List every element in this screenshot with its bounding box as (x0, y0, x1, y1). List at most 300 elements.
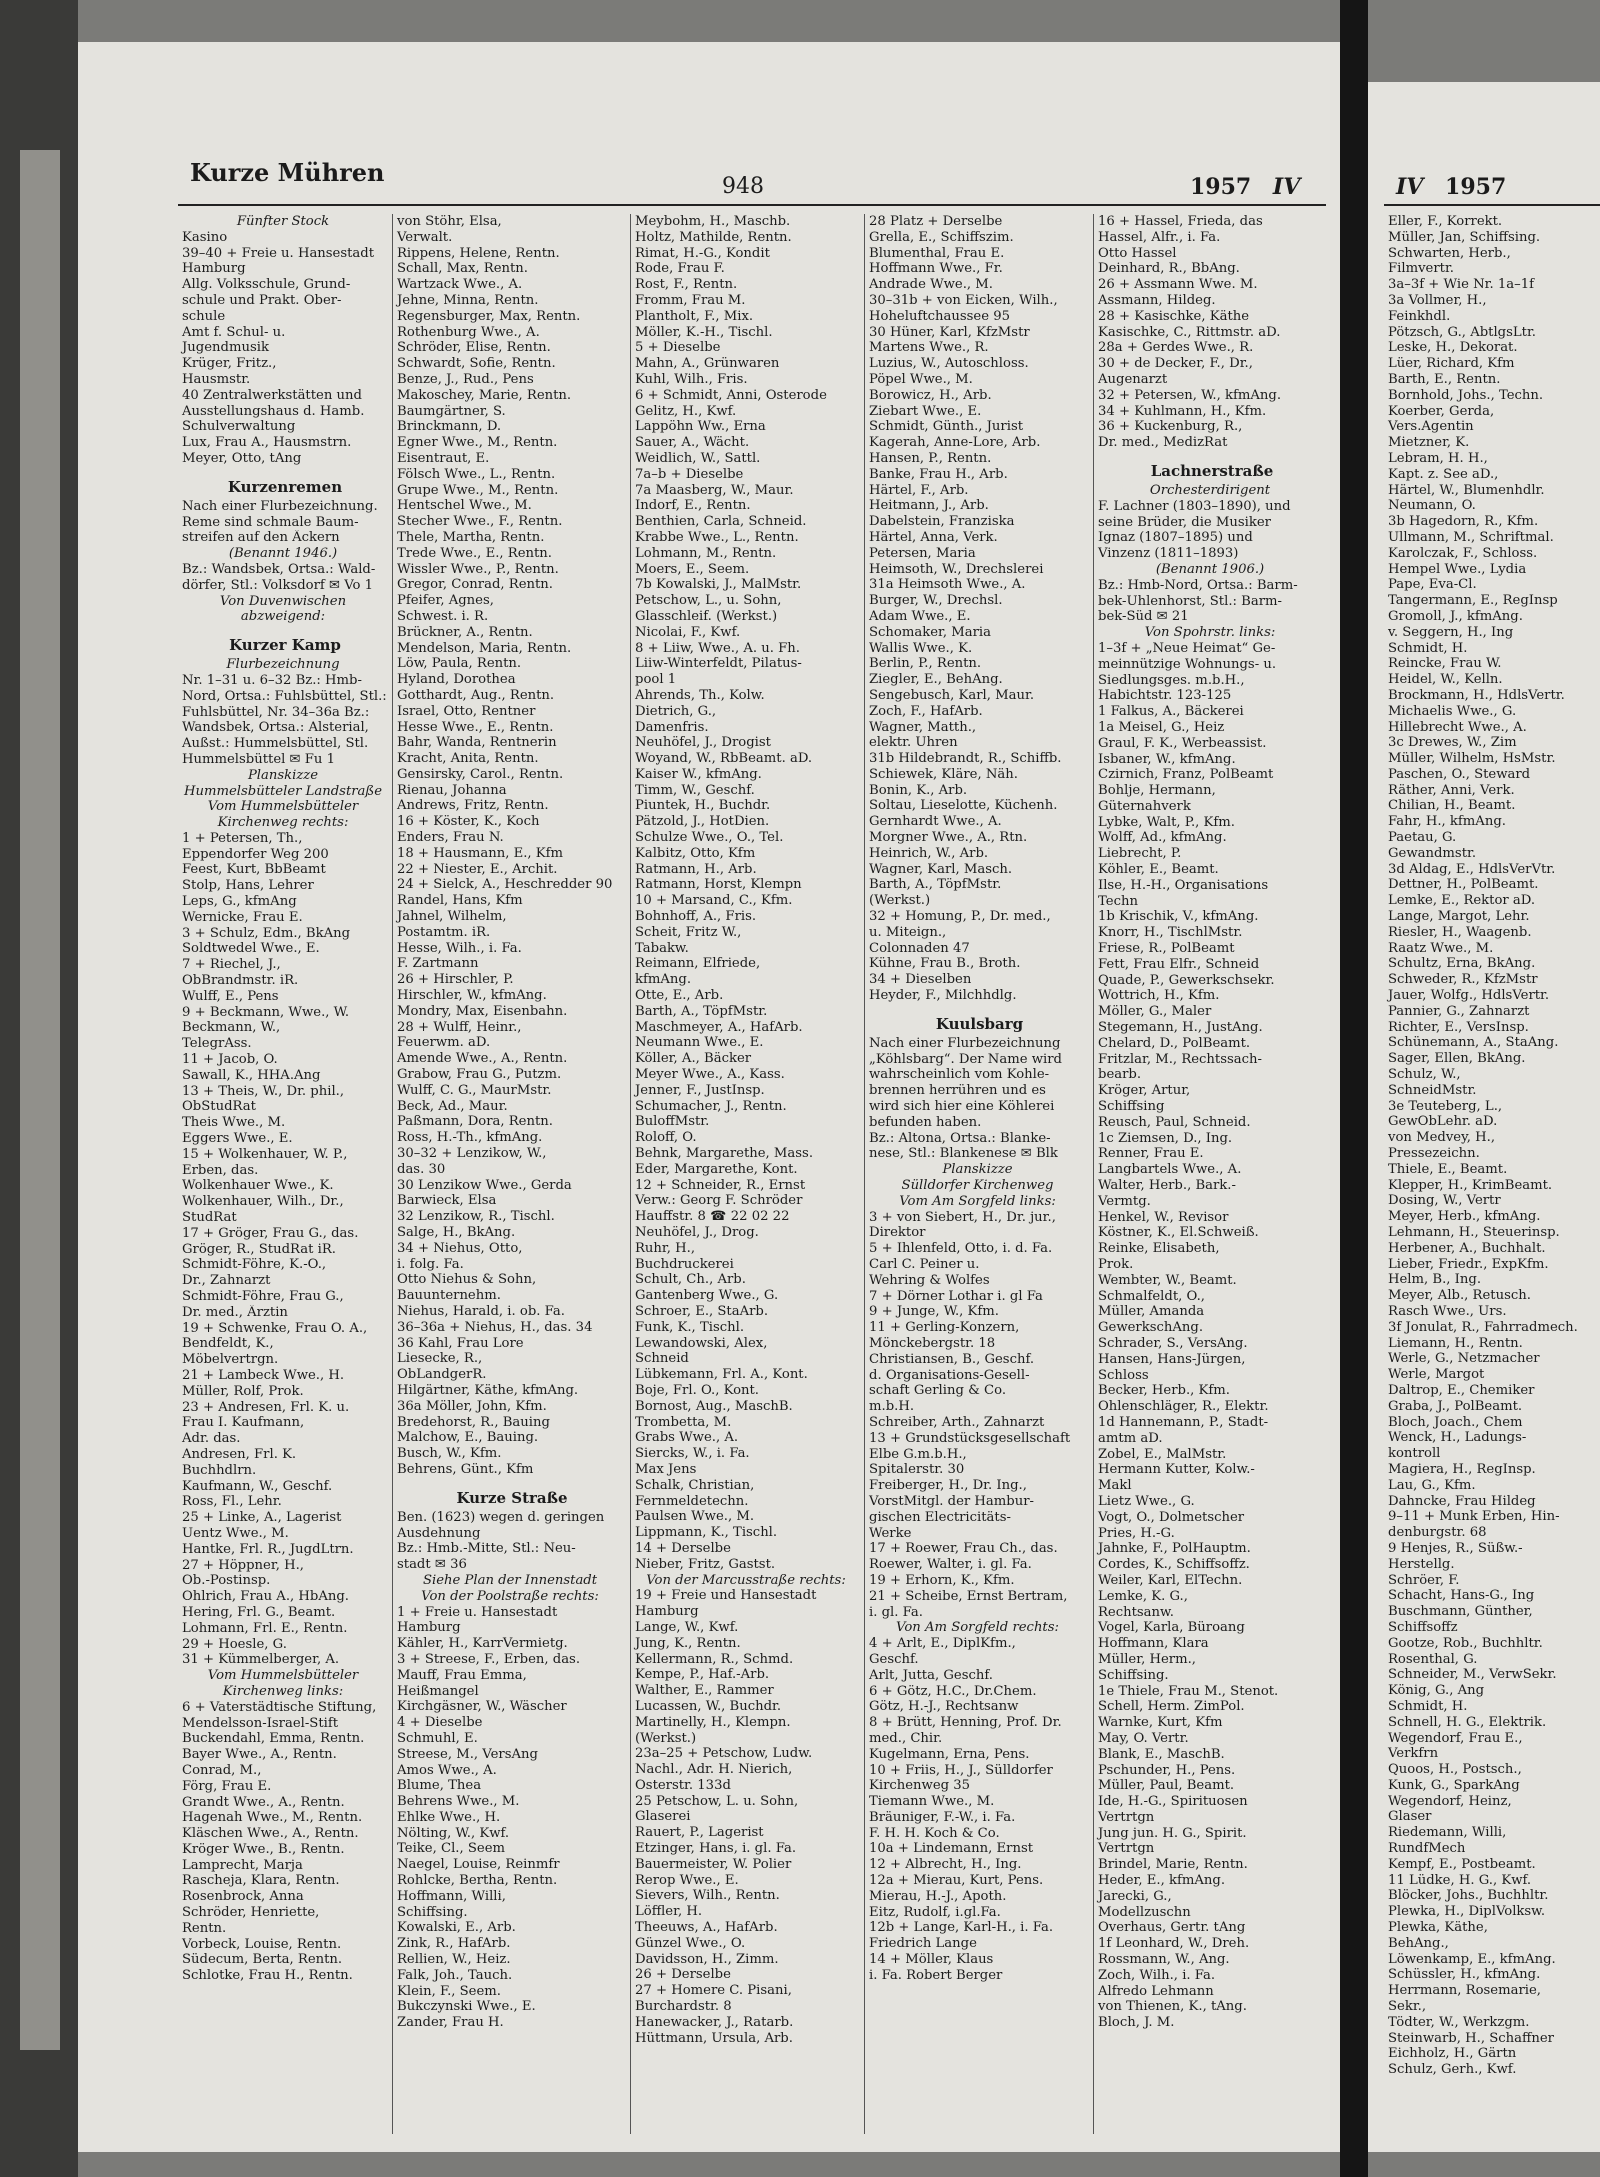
directory-line: Orchesterdirigent (1149, 482, 1271, 498)
directory-line: Müller, Jan, Schiffsing. (1388, 229, 1541, 245)
directory-line: 3 + Schulz, Edm., BkAng (182, 925, 351, 941)
directory-line: Fünfter Stock (236, 214, 330, 229)
directory-line: Löw, Paula, Rentn. (397, 656, 522, 672)
directory-line: 10 + Friis, H., J., Sülldorfer (869, 1762, 1053, 1778)
directory-line: Schulz, W., (1388, 1067, 1461, 1083)
directory-line: Schomaker, Maria (869, 624, 992, 640)
directory-line: Nach einer Flurbezeichnung. (182, 498, 378, 514)
directory-line: bearb. (1098, 1067, 1142, 1083)
facing-header-rule (1384, 204, 1600, 206)
directory-line: Neumann Wwe., E. (635, 1035, 764, 1051)
directory-line: Herrmann, Rosemarie, (1388, 1983, 1541, 1999)
directory-line: Ob.-Postinsp. (182, 1573, 271, 1589)
directory-line: Kaufmann, W., Geschf. (182, 1478, 333, 1494)
directory-line: Kunk, G., SparkAng (1388, 1777, 1520, 1793)
directory-line: Vom Am Sorgfeld links: (899, 1193, 1056, 1209)
directory-line: Kagerah, Anne-Lore, Arb. (869, 435, 1041, 451)
directory-line: Filmvertr. (1388, 261, 1454, 277)
directory-line: Carl C. Peiner u. (869, 1257, 980, 1272)
directory-line: Lemke, E., Rektor aD. (1388, 893, 1536, 909)
directory-line: 21 + Scheibe, Ernst Bertram, (869, 1588, 1068, 1604)
directory-line: Günzel Wwe., O. (635, 1935, 746, 1951)
directory-line: Heinrich, W., Arb. (869, 845, 989, 861)
directory-line: Paßmann, Dora, Rentn. (397, 1114, 553, 1130)
directory-line: Stegemann, H., JustAng. (1098, 1020, 1263, 1036)
directory-line: Bohnhoff, A., Fris. (635, 909, 757, 925)
directory-line: Neumann, O. (1388, 498, 1476, 514)
directory-line: 9–11 + Munk Erben, Hin- (1388, 1509, 1560, 1525)
directory-line: Habichtstr. 123-125 (1098, 688, 1232, 704)
directory-line: Hillebrecht Wwe., A. (1388, 719, 1527, 735)
directory-line: Wegendorf, Heinz, (1388, 1793, 1512, 1809)
directory-line: Werle, Margot (1388, 1367, 1485, 1383)
directory-line: Woyand, W., RbBeamt. aD. (635, 751, 813, 767)
directory-line: 24 + Sielck, A., Heschredder 90 (397, 877, 613, 893)
directory-line: 18 + Hausmann, E., Kfm (397, 845, 564, 861)
column-3 (630, 214, 861, 2134)
directory-line: Behrens Wwe., M. (397, 1794, 520, 1810)
facing-page-header (1396, 174, 1506, 200)
street-heading: Kurzenremen (227, 477, 343, 496)
directory-line: 1c Ziemsen, D., Ing. (1098, 1130, 1233, 1146)
directory-line: Buchdruckerei (635, 1256, 734, 1272)
directory-line: Isbaner, W., kfmAng. (1098, 751, 1236, 767)
directory-line: Thele, Martha, Rentn. (397, 529, 545, 545)
directory-line: schule und Prakt. Ober- (182, 292, 342, 308)
directory-line: Dabelstein, Franziska (869, 514, 1015, 530)
directory-line: Friese, R., PolBeamt (1098, 941, 1235, 957)
directory-line: „Köhlsbarg“. Der Name wird (869, 1051, 1062, 1067)
directory-line: Neuhöfel, J., Drog. (635, 1225, 759, 1240)
directory-line: Pressezeichn. (1388, 1146, 1480, 1162)
directory-line: Von Spohrstr. links: (1144, 625, 1276, 641)
directory-line: Fahr, H., kfmAng. (1388, 814, 1506, 830)
directory-line: 12 + Schneider, R., Ernst (635, 1177, 806, 1193)
directory-line: Kaiser W., kfmAng. (635, 766, 762, 782)
directory-line: Rienau, Johanna (397, 782, 507, 798)
directory-line: Rellien, W., Heiz. (397, 1952, 511, 1968)
directory-line: Wagner, Karl, Masch. (869, 861, 1013, 877)
directory-line: Schlotke, Frau H., Rentn. (182, 1968, 353, 1984)
directory-line: Sawall, K., HHA.Ang (182, 1067, 321, 1083)
directory-line: Dahncke, Frau Hildeg (1388, 1493, 1536, 1509)
directory-line: Lüer, Richard, Kfm (1388, 356, 1515, 372)
directory-line: Rost, F., Rentn. (635, 277, 738, 293)
directory-line: Köhler, E., Beamt. (1098, 862, 1219, 878)
directory-line: 19 + Erhorn, K., Kfm. (869, 1572, 1015, 1588)
directory-line: Eichholz, H., Gärtn (1388, 2046, 1517, 2062)
directory-line: Planskizze (247, 767, 319, 783)
directory-line: Bendfeldt, K., (182, 1336, 274, 1352)
directory-line: 32 + Homung, P., Dr. med., (869, 909, 1051, 925)
directory-line: Rothenburg Wwe., A. (397, 324, 540, 340)
directory-line: Eitz, Rudolf, i.gl.Fa. (869, 1904, 1001, 1920)
directory-line: Hamburg (635, 1604, 699, 1620)
directory-line: 36a Möller, John, Kfm. (397, 1398, 547, 1414)
directory-line: Vertrtgn (1098, 1841, 1155, 1857)
directory-line: Wallis Wwe., K. (869, 640, 973, 656)
directory-line: 28 + Wulff, Heinr., (397, 1019, 522, 1035)
directory-line: Liesecke, R., (397, 1351, 483, 1367)
directory-line: RundfMech (1388, 1841, 1466, 1857)
directory-line: StudRat (182, 1210, 237, 1226)
directory-line: Henkel, W., Revisor (1098, 1209, 1229, 1225)
directory-line: Plantholt, F., Mix. (635, 308, 754, 324)
directory-line: Uentz Wwe., M. (182, 1525, 289, 1541)
directory-line: Eller, F., Korrekt. (1388, 214, 1503, 229)
directory-line: Blank, E., MaschB. (1098, 1746, 1225, 1762)
page-year: 1957 (1190, 174, 1252, 200)
directory-line: Reme sind schmale Baum- (182, 514, 359, 530)
directory-line: 25 Petschow, L. u. Sohn, (635, 1793, 799, 1809)
directory-line: 30 Hüner, Karl, KfzMstr (869, 324, 1030, 340)
directory-line: Plewka, H., DiplVolksw. (1388, 1904, 1546, 1920)
directory-line: Kugelmann, Erna, Pens. (869, 1746, 1030, 1762)
directory-line: Schnell, H. G., Elektrik. (1388, 1714, 1547, 1730)
directory-line: Hoffmann Wwe., Fr. (869, 261, 1003, 277)
directory-line: das. 30 (397, 1161, 446, 1177)
directory-line: Benze, J., Rud., Pens (397, 371, 534, 387)
directory-line: Müller, Amanda (1098, 1304, 1205, 1320)
directory-line: Grabow, Frau G., Putzm. (397, 1067, 562, 1083)
directory-line: 19 + Schwenke, Frau O. A., (182, 1320, 368, 1336)
directory-line: Lewandowski, Alex, (635, 1335, 768, 1351)
directory-line: Hauffstr. 8 ☎ 22 02 22 (635, 1209, 790, 1225)
directory-line: schaft Gerling & Co. (869, 1383, 1007, 1399)
directory-line: Lucassen, W., Buchdr. (635, 1698, 782, 1714)
directory-line: Fuhlsbüttel, Nr. 34–36a Bz.: (182, 704, 370, 720)
directory-line: Pries, H.-G. (1098, 1525, 1175, 1541)
directory-line: Flurbezeichnung (226, 657, 340, 673)
directory-line: Bz.: Altona, Ortsa.: Blanke- (869, 1130, 1051, 1146)
directory-line: Schloss (1098, 1367, 1149, 1383)
directory-line: Hantke, Frl. R., JugdLtrn. (182, 1541, 354, 1557)
directory-line: Ignaz (1807–1895) und (1098, 530, 1253, 546)
directory-line: Lehmann, H., Steuerinsp. (1388, 1225, 1560, 1240)
directory-line: Grabs Wwe., A. (635, 1430, 739, 1446)
directory-line: Außst.: Hummelsbüttel, Stl. (182, 736, 369, 752)
directory-line: Augenarzt (1098, 371, 1168, 387)
directory-line: Reusch, Paul, Schneid. (1098, 1114, 1251, 1130)
directory-line: Hentschel Wwe., M. (397, 498, 532, 514)
directory-line: Vogt, O., Dolmetscher (1098, 1509, 1245, 1525)
directory-line: Wolff, Ad., kfmAng. (1098, 830, 1227, 846)
directory-line: Dr. med., Ärztin (182, 1304, 288, 1320)
directory-line: Steinwarb, H., Schaffner (1388, 2030, 1554, 2046)
directory-line: Dr., Zahnarzt (182, 1273, 271, 1289)
directory-line: 9 Henjes, R., Süßw.- (1388, 1540, 1523, 1556)
directory-line: 30 Lenzikow Wwe., Gerda (397, 1177, 572, 1193)
column-1 (178, 214, 388, 2134)
directory-line: Reimann, Elfriede, (635, 956, 761, 972)
directory-line: 34 + Dieselben (869, 972, 972, 988)
directory-line: 30 + de Decker, F., Dr., (1098, 356, 1253, 372)
directory-line: Lybke, Walt, P., Kfm. (1098, 814, 1235, 830)
directory-line: Becker, Herb., Kfm. (1098, 1383, 1230, 1399)
directory-line: F. Zartmann (397, 956, 479, 972)
directory-line: pool 1 (635, 672, 677, 688)
directory-line: Elbe G.m.b.H., (869, 1446, 967, 1462)
directory-line: Rosenthal, G. (1388, 1651, 1478, 1667)
directory-line: Förg, Frau E. (182, 1778, 272, 1794)
directory-line: Werke (869, 1525, 912, 1541)
directory-line: Tiemann Wwe., M. (869, 1794, 995, 1810)
directory-line: Verw.: Georg F. Schröder (635, 1193, 803, 1209)
directory-line: Brinckmann, D. (397, 419, 502, 435)
directory-line: Soldtwedel Wwe., E. (182, 941, 320, 957)
directory-line: Dr. med., MedizRat (1098, 435, 1228, 451)
directory-line: Köller, A., Bäcker (635, 1051, 752, 1067)
directory-line: Czirnich, Franz, PolBeamt (1098, 767, 1274, 783)
directory-line: 9 + Beckmann, Wwe., W. (182, 1004, 350, 1020)
directory-line: Dosing, W., Vertr (1388, 1193, 1501, 1209)
directory-line: Härtel, Anna, Verk. (869, 529, 998, 545)
directory-line: Riesler, H., Waagenb. (1388, 924, 1532, 940)
directory-line: Quoos, H., Postsch., (1388, 1762, 1522, 1778)
directory-line: Bonin, K., Arb. (869, 782, 968, 798)
directory-line: Wolkenhauer, Wilh., Dr., (182, 1194, 344, 1210)
directory-line: 12a + Mierau, Kurt, Pens. (869, 1873, 1044, 1889)
directory-line: Leske, H., Dekorat. (1388, 340, 1518, 356)
directory-line: Piuntek, H., Buchdr. (635, 798, 771, 814)
directory-line: Brockmann, H., HdlsVertr. (1388, 687, 1565, 703)
directory-line: Bohlje, Hermann, (1098, 783, 1216, 799)
directory-line: Vermtg. (1098, 1193, 1151, 1209)
directory-line: Burchardstr. 8 (635, 1999, 732, 2015)
directory-line: Heimsoth, W., Drechslerei (869, 561, 1044, 577)
directory-line: Herstellg. (1388, 1556, 1455, 1572)
directory-line: Trede Wwe., E., Rentn. (397, 545, 552, 561)
page-volume: IV (1272, 174, 1301, 200)
directory-line: Nölting, W., Kwf. (397, 1825, 510, 1841)
directory-line: Amt f. Schul- u. (182, 324, 286, 340)
directory-line: amtm aD. (1098, 1430, 1163, 1446)
directory-line: Kirchenweg 35 (869, 1778, 971, 1794)
directory-line: Rasch Wwe., Urs. (1388, 1303, 1507, 1319)
directory-line: Heyder, F., Milchhdlg. (869, 988, 1017, 1004)
header-rule (178, 204, 1326, 206)
directory-line: Rode, Frau F. (635, 261, 725, 277)
directory-line: Kühne, Frau B., Broth. (869, 956, 1021, 972)
directory-line: 7 + Dörner Lothar i. gl Fa (869, 1288, 1043, 1304)
directory-line: ObLandgerR. (397, 1367, 487, 1383)
directory-line: Hempel Wwe., Lydia (1388, 561, 1527, 577)
directory-line: Tangermann, E., RegInsp (1388, 593, 1558, 609)
directory-line: Möller, G., Maler (1098, 1004, 1212, 1020)
directory-line: Conrad, M., (182, 1762, 262, 1778)
directory-line: Beck, Ad., Maur. (397, 1098, 508, 1114)
directory-line: Koerber, Gerda, (1388, 403, 1495, 419)
directory-line: Langbartels Wwe., A. (1098, 1162, 1242, 1178)
directory-line: Rauert, P., Lagerist (635, 1825, 764, 1841)
directory-line: Lippmann, K., Tischl. (635, 1525, 778, 1541)
directory-line: 19 + Freie und Hansestadt (635, 1588, 817, 1604)
directory-line: Hummelsbütteler Landstraße (183, 783, 383, 799)
directory-line: Hanewacker, J., Ratarb. (635, 2014, 794, 2030)
directory-line: Benthien, Carla, Schneid. (635, 514, 807, 530)
directory-line: Bz.: Wandsbek, Ortsa.: Wald- (182, 561, 376, 577)
directory-line: Schröder, Elise, Rentn. (397, 340, 551, 356)
directory-line: Wegendorf, Frau E., (1388, 1730, 1523, 1746)
directory-line: nese, Stl.: Blankenese ✉ Blk (869, 1146, 1058, 1162)
directory-line: abzweigend: (240, 609, 326, 625)
directory-line: Blöcker, Johs., Buchhltr. (1388, 1888, 1549, 1904)
directory-line: 13 + Grundstücksgesellschaft (869, 1430, 1071, 1446)
directory-line: stadt ✉ 36 (397, 1557, 467, 1573)
directory-line: 13 + Theis, W., Dr. phil., (182, 1083, 345, 1099)
directory-line: Siedlungsges. m.b.H., (1098, 672, 1245, 688)
directory-line: 15 + Wolkenhauer, W. P., (182, 1146, 348, 1162)
directory-line: Meyer Wwe., A., Kass. (635, 1067, 785, 1083)
directory-line: Richter, E., VersInsp. (1388, 1019, 1529, 1035)
directory-line: Wulff, C. G., MaurMstr. (397, 1082, 552, 1098)
directory-line: Verkfrn (1388, 1746, 1439, 1762)
directory-line: von Thienen, K., tAng. (1098, 1999, 1247, 2015)
directory-line: 1 + Petersen, Th., (182, 830, 303, 846)
directory-line: 1–3f + „Neue Heimat“ Ge- (1098, 640, 1276, 656)
directory-line: kontroll (1388, 1446, 1441, 1462)
directory-line: Direktor (869, 1225, 926, 1241)
directory-line: denburgstr. 68 (1388, 1525, 1487, 1541)
directory-line: 22 + Niester, E., Archit. (397, 861, 558, 877)
directory-line: Sülldorfer Kirchenweg (901, 1178, 1054, 1194)
directory-line: Blume, Thea (397, 1778, 482, 1794)
directory-line: Blumenthal, Frau E. (869, 245, 1005, 261)
directory-line: Dettner, H., PolBeamt. (1388, 877, 1539, 893)
directory-line: Bloch, J. M. (1098, 2015, 1175, 2031)
directory-line: Bauermeister, W. Polier (635, 1856, 792, 1872)
directory-line: Planskizze (942, 1162, 1013, 1178)
directory-line: Meyer, Herb., kfmAng. (1388, 1209, 1541, 1225)
directory-line: Wehring & Wolfes (869, 1272, 990, 1288)
directory-line: Mönckebergstr. 18 (869, 1335, 996, 1351)
directory-line: F. H. H. Koch & Co. (869, 1825, 1000, 1841)
directory-line: Schmidt-Föhre, Frau G., (182, 1289, 344, 1304)
directory-line: Freiberger, H., Dr. Ing., (869, 1478, 1027, 1494)
directory-line: Kapt. z. See aD., (1388, 466, 1499, 482)
directory-line: Götz, H.-J., Rechtsanw (869, 1699, 1019, 1715)
directory-line: Raatz Wwe., M. (1388, 940, 1494, 956)
directory-line: Hansen, Hans-Jürgen, (1098, 1351, 1246, 1367)
directory-line: Vinzenz (1811–1893) (1098, 546, 1239, 562)
directory-line: Petersen, Maria (869, 545, 976, 561)
directory-line: Müller, Herm., (1098, 1651, 1196, 1667)
directory-line: u. Miteign., (869, 924, 947, 940)
directory-line: Alfredo Lehmann (1098, 1983, 1214, 1999)
directory-line: Von Duvenwischen (219, 593, 347, 609)
directory-line: Mendelson, Maria, Rentn. (397, 640, 572, 656)
directory-line: 12 + Albrecht, H., Ing. (869, 1857, 1022, 1873)
directory-line: Mahn, A., Grünwaren (635, 356, 780, 372)
directory-line: Härtel, F., Arb. (869, 482, 969, 498)
directory-line: bek-Süd ✉ 21 (1098, 609, 1189, 625)
directory-line: Ide, H.-G., Spirituosen (1098, 1794, 1248, 1810)
directory-line: gischen Electricitäts- (869, 1509, 1011, 1525)
directory-line: Martinelly, H., Klempn. (635, 1714, 791, 1730)
directory-line: Ausstellungshaus d. Hamb. (182, 403, 365, 419)
directory-line: Borowicz, H., Arb. (869, 387, 992, 403)
directory-line: Eggers Wwe., E. (182, 1131, 293, 1147)
directory-line: Rosenbrock, Anna (182, 1889, 304, 1905)
directory-line: Hamburg (397, 1620, 461, 1636)
directory-line: SchneidMstr. (1388, 1082, 1477, 1098)
directory-line: Schwarten, Herb., (1388, 245, 1511, 261)
directory-line: Schiffsing. (397, 1904, 468, 1920)
directory-line: Walther, E., Rammer (635, 1683, 774, 1699)
directory-line: Lebram, H. H., (1388, 450, 1488, 466)
directory-line: Gewandmstr. (1388, 845, 1477, 861)
directory-line: meinnützige Wohnungs- u. (1098, 656, 1277, 672)
directory-line: Härtel, W., Blumenhdlr. (1388, 482, 1545, 498)
directory-line: Vom Hummelsbütteler (207, 799, 359, 815)
directory-line: Bz.: Hmb.-Mitte, Stl.: Neu- (397, 1541, 576, 1557)
directory-line: Maschmeyer, A., HafArb. (635, 1019, 803, 1035)
directory-line: Südecum, Berta, Rentn. (182, 1952, 343, 1968)
directory-line: Kirchenweg rechts: (217, 815, 349, 831)
page-year-volume (1190, 174, 1300, 200)
directory-line: Lieber, Friedr., ExpKfm. (1388, 1256, 1549, 1272)
directory-line: 1a Meisel, G., Heiz (1098, 719, 1225, 735)
directory-line: Graul, F. K., Werbeassist. (1098, 735, 1267, 751)
directory-line: 3d Aldag, E., HdlsVerVtr. (1388, 861, 1556, 877)
directory-line: 32 + Petersen, W., kfmAng. (1098, 387, 1282, 403)
directory-line: Köstner, K., El.Schweiß. (1098, 1225, 1259, 1241)
directory-line: Klein, F., Seem. (397, 1983, 501, 1999)
directory-line: Vorbeck, Louise, Rentn. (182, 1936, 342, 1952)
directory-line: Deinhard, R., BbAng. (1098, 261, 1240, 277)
directory-line: 8 + Liiw, Wwe., A. u. Fh. (635, 640, 800, 656)
directory-line: Glasschleif. (Werkst.) (635, 608, 778, 624)
directory-line: Behnk, Margarethe, Mass. (635, 1146, 814, 1162)
directory-line: Weidlich, W., Sattl. (635, 450, 761, 466)
directory-line: 5 + Ihlenfeld, Otto, i. d. Fa. (869, 1241, 1053, 1257)
directory-line: Luzius, W., Autoschloss. (869, 356, 1029, 372)
directory-line: Fölsch Wwe., L., Rentn. (397, 466, 556, 482)
directory-line: (Benannt 1946.) (228, 546, 338, 562)
directory-line: 30–32 + Lenzikow, W., (397, 1146, 547, 1162)
directory-line: Thiele, E., Beamt. (1388, 1161, 1508, 1177)
directory-line: Nord, Ortsa.: Fuhlsbüttel, Stl.: (182, 688, 387, 704)
directory-line: Schalk, Christian, (635, 1477, 755, 1493)
directory-line: Adam Wwe., E. (869, 608, 971, 624)
directory-line: Makl (1098, 1478, 1132, 1494)
directory-line: Pfeifer, Agnes, (397, 593, 494, 609)
directory-line: Liemann, H., Rentn. (1388, 1335, 1523, 1351)
directory-line: Glaser (1388, 1809, 1432, 1825)
directory-line: Fritzlar, M., Rechtssach- (1098, 1051, 1262, 1067)
directory-line: 23a–25 + Petschow, Ludw. (635, 1746, 813, 1762)
directory-line: Wulff, E., Pens (182, 988, 279, 1004)
directory-line: Banke, Frau H., Arb. (869, 466, 1008, 482)
directory-line: Enders, Frau N. (397, 830, 504, 846)
directory-line: 3f Jonulat, R., Fahrradmech. (1388, 1319, 1578, 1335)
directory-line: Grupe Wwe., M., Rentn. (397, 482, 559, 498)
directory-line: Kellermann, R., Schmd. (635, 1651, 794, 1667)
directory-line: Bloch, Joach., Chem (1388, 1414, 1523, 1430)
directory-line: Eppendorfer Weg 200 (182, 846, 329, 862)
directory-line: Wembter, W., Beamt. (1098, 1272, 1237, 1288)
directory-line: 16 + Hassel, Frieda, das (1098, 214, 1263, 229)
directory-line: Teike, Cl., Seem (397, 1841, 506, 1857)
directory-line: 1 + Freie u. Hansestadt (397, 1604, 558, 1620)
directory-line: 31 + Kümmelberger, A. (182, 1652, 340, 1668)
directory-line: i. gl. Fa. (869, 1604, 923, 1620)
directory-line: Hesse Wwe., E., Rentn. (397, 719, 554, 735)
directory-line: König, G., Ang (1388, 1683, 1485, 1699)
directory-line: 31a Heimsoth Wwe., A. (869, 577, 1026, 593)
directory-line: Quade, P., Gewerkschsekr. (1098, 972, 1275, 988)
directory-line: Weiler, Karl, ElTechn. (1098, 1572, 1243, 1588)
